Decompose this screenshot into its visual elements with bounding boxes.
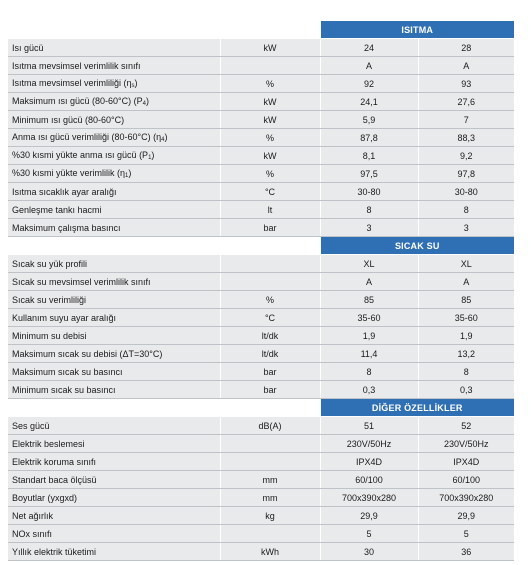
row-label: %30 kısmi yükte verimlilik $(\eta_1)$	[8, 165, 220, 183]
row-label: Isıtma mevsimsel verimlilik sınıfı	[8, 57, 220, 75]
row-value-model-1: 60/100	[320, 471, 418, 489]
row-value-model-2: A	[418, 273, 514, 291]
table-row	[8, 381, 514, 399]
row-value-model-1: 8	[320, 363, 418, 381]
row-unit: lt/dk	[220, 327, 320, 345]
row-value-model-1: A	[320, 273, 418, 291]
row-value-model-2: 28	[418, 39, 514, 57]
row-unit: lt/dk	[220, 345, 320, 363]
row-unit: mm	[220, 471, 320, 489]
row-label: Elektrik koruma sınıfı	[8, 453, 220, 471]
row-value-model-2: 85	[418, 291, 514, 309]
table-row	[8, 93, 514, 111]
row-unit: lt	[220, 201, 320, 219]
row-label: %30 kısmi yükte anma ısı gücü $(P_1)$	[8, 147, 220, 165]
row-label: Minimum su debisi	[8, 327, 220, 345]
table-row	[8, 453, 514, 471]
row-label: Sıcak su yük profili	[8, 255, 220, 273]
row-label: Maksimum çalışma basıncı	[8, 219, 220, 237]
row-value-model-1: XL	[320, 255, 418, 273]
section-title: ISITMA	[320, 21, 514, 39]
row-unit	[220, 255, 320, 273]
row-unit: °C	[220, 309, 320, 327]
row-unit: %	[220, 165, 320, 183]
section-header-isitma	[8, 21, 514, 39]
row-unit: %	[220, 129, 320, 147]
row-label: Sıcak su verimliliği	[8, 291, 220, 309]
table-row	[8, 525, 514, 543]
row-value-model-1: 24,1	[320, 93, 418, 111]
row-unit: kg	[220, 507, 320, 525]
row-label: Isıtma sıcaklık ayar aralığı	[8, 183, 220, 201]
row-value-model-2: 3	[418, 219, 514, 237]
table-row	[8, 489, 514, 507]
section-header-spacer	[8, 21, 320, 39]
table-row	[8, 291, 514, 309]
section-title: DİĞER ÖZELLİKLER	[320, 399, 514, 417]
row-label: NOx sınıfı	[8, 525, 220, 543]
row-unit: kW	[220, 39, 320, 57]
row-value-model-1: 700x390x280	[320, 489, 418, 507]
row-value-model-2: 230V/50Hz	[418, 435, 514, 453]
row-value-model-1: 11,4	[320, 345, 418, 363]
row-unit: bar	[220, 381, 320, 399]
row-value-model-2: 30-80	[418, 183, 514, 201]
row-label: Yıllık elektrik tüketimi	[8, 543, 220, 561]
row-label: Ses gücü	[8, 417, 220, 435]
table-row	[8, 147, 514, 165]
row-value-model-2: 93	[418, 75, 514, 93]
row-unit: %	[220, 291, 320, 309]
table-row	[8, 255, 514, 273]
table-row	[8, 327, 514, 345]
row-value-model-2: 9,2	[418, 147, 514, 165]
table-row	[8, 507, 514, 525]
section-header-di-ger-ozelli-kler	[8, 399, 514, 417]
table-row	[8, 435, 514, 453]
row-label: Sıcak su mevsimsel verimlilik sınıfı	[8, 273, 220, 291]
row-unit: bar	[220, 363, 320, 381]
row-value-model-1: IPX4D	[320, 453, 418, 471]
row-value-model-1: 51	[320, 417, 418, 435]
row-value-model-1: 85	[320, 291, 418, 309]
row-value-model-2: 1,9	[418, 327, 514, 345]
row-value-model-1: 30-80	[320, 183, 418, 201]
row-value-model-1: 5	[320, 525, 418, 543]
table-row	[8, 201, 514, 219]
row-value-model-2: 27,6	[418, 93, 514, 111]
row-value-model-1: 8,1	[320, 147, 418, 165]
row-unit: mm	[220, 489, 320, 507]
row-value-model-2: 0,3	[418, 381, 514, 399]
row-value-model-2: 52	[418, 417, 514, 435]
section-title: SICAK SU	[320, 237, 514, 255]
row-value-model-2: 97,8	[418, 165, 514, 183]
table-row	[8, 39, 514, 57]
specs-body	[8, 21, 514, 561]
row-value-model-2: IPX4D	[418, 453, 514, 471]
table-row	[8, 471, 514, 489]
row-label: Elektrik beslemesi	[8, 435, 220, 453]
row-value-model-2: 29,9	[418, 507, 514, 525]
row-label: Kullanım suyu ayar aralığı	[8, 309, 220, 327]
row-unit: bar	[220, 219, 320, 237]
row-label: Boyutlar (yxgxd)	[8, 489, 220, 507]
row-value-model-1: A	[320, 57, 418, 75]
spec-sheet	[8, 21, 514, 561]
row-value-model-2: 60/100	[418, 471, 514, 489]
row-value-model-1: 3	[320, 219, 418, 237]
row-label: Maksimum sıcak su debisi (ΔT=30°C)	[8, 345, 220, 363]
row-value-model-2: 8	[418, 201, 514, 219]
row-value-model-2: A	[418, 57, 514, 75]
row-value-model-2: 8	[418, 363, 514, 381]
row-unit: kW	[220, 93, 320, 111]
table-row	[8, 219, 514, 237]
section-header-spacer	[8, 399, 320, 417]
row-value-model-1: 35-60	[320, 309, 418, 327]
row-value-model-1: 5,9	[320, 111, 418, 129]
table-row	[8, 345, 514, 363]
row-value-model-1: 0,3	[320, 381, 418, 399]
row-unit: dB(A)	[220, 417, 320, 435]
row-unit: kWh	[220, 543, 320, 561]
row-value-model-2: XL	[418, 255, 514, 273]
table-row	[8, 129, 514, 147]
row-unit: %	[220, 75, 320, 93]
technical-specs-table	[8, 21, 514, 561]
table-row	[8, 165, 514, 183]
row-value-model-2: 7	[418, 111, 514, 129]
table-row	[8, 57, 514, 75]
row-value-model-2: 700x390x280	[418, 489, 514, 507]
row-value-model-2: 13,2	[418, 345, 514, 363]
row-label: Isıtma mevsimsel verimliliği $(\eta_s)$	[8, 75, 220, 93]
row-unit: kW	[220, 147, 320, 165]
table-row	[8, 543, 514, 561]
row-value-model-2: 88,3	[418, 129, 514, 147]
row-unit: kW	[220, 111, 320, 129]
row-label: Maksimum ısı gücü (80-60°C) $(P_4)$	[8, 93, 220, 111]
row-value-model-1: 1,9	[320, 327, 418, 345]
table-row	[8, 183, 514, 201]
row-value-model-1: 97,5	[320, 165, 418, 183]
row-unit	[220, 57, 320, 75]
row-value-model-1: 29,9	[320, 507, 418, 525]
table-row	[8, 363, 514, 381]
row-label: Isı gücü	[8, 39, 220, 57]
row-value-model-1: 8	[320, 201, 418, 219]
row-value-model-1: 24	[320, 39, 418, 57]
row-value-model-1: 92	[320, 75, 418, 93]
row-label: Maksimum sıcak su basıncı	[8, 363, 220, 381]
row-unit	[220, 435, 320, 453]
row-value-model-2: 5	[418, 525, 514, 543]
row-unit	[220, 453, 320, 471]
row-label: Net ağırlık	[8, 507, 220, 525]
row-label: Standart baca ölçüsü	[8, 471, 220, 489]
row-label: Anma ısı gücü verimliliği (80-60°C) $(\eta_4)$	[8, 129, 220, 147]
row-label: Minimum sıcak su basıncı	[8, 381, 220, 399]
row-value-model-2: 36	[418, 543, 514, 561]
section-header-spacer	[8, 237, 320, 255]
row-value-model-1: 230V/50Hz	[320, 435, 418, 453]
table-row	[8, 417, 514, 435]
table-row	[8, 309, 514, 327]
row-unit: °C	[220, 183, 320, 201]
table-row	[8, 75, 514, 93]
row-unit	[220, 525, 320, 543]
row-unit	[220, 273, 320, 291]
table-row	[8, 111, 514, 129]
row-value-model-1: 30	[320, 543, 418, 561]
row-value-model-1: 87,8	[320, 129, 418, 147]
row-label: Genleşme tankı hacmi	[8, 201, 220, 219]
row-value-model-2: 35-60	[418, 309, 514, 327]
row-label: Minimum ısı gücü (80-60°C)	[8, 111, 220, 129]
section-header-sicak-su	[8, 237, 514, 255]
table-row	[8, 273, 514, 291]
